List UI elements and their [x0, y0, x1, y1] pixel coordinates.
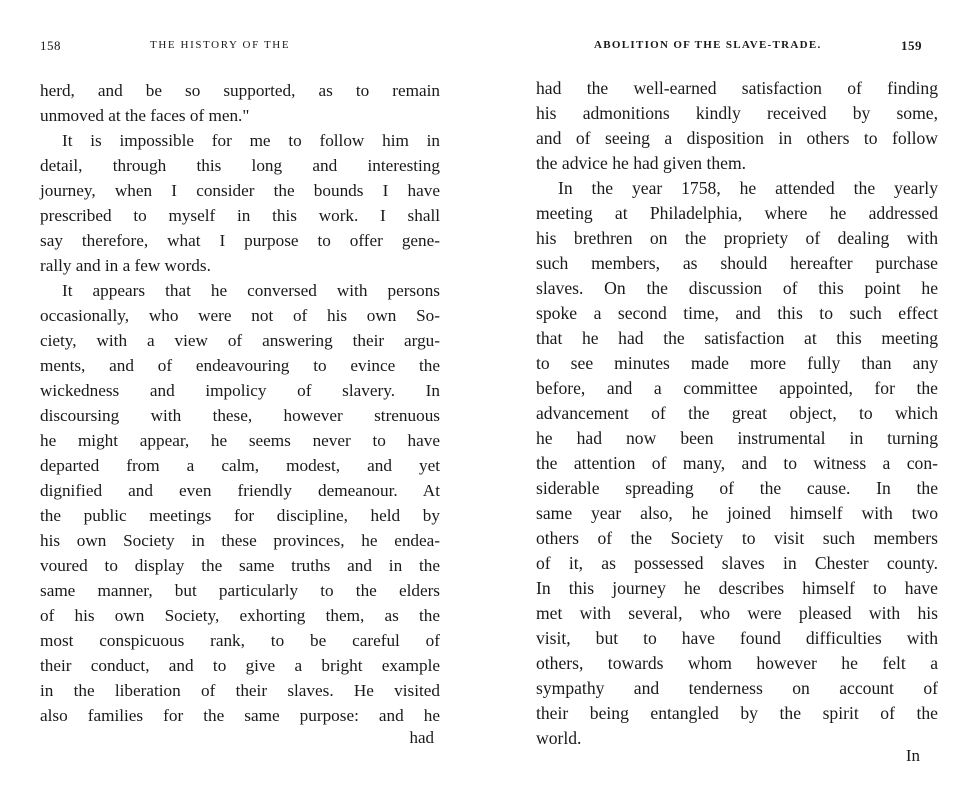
- text-line: his brethren on the propriety of dealing with: [536, 228, 938, 248]
- left-catchword: had: [409, 728, 434, 747]
- text-line: met with several, who were pleased with his: [536, 603, 938, 623]
- text-line: ments, and of endeavouring to evince the: [40, 356, 440, 375]
- text-line: that he had the satisfaction at this meeting: [536, 328, 938, 348]
- text-line: the public meetings for discipline, held by: [40, 506, 440, 525]
- text-line: In this journey he describes himself to have: [536, 578, 938, 598]
- text-line: meeting at Philadelphia, where he addressed: [536, 203, 938, 223]
- text-line: spoke a second time, and this to such effect: [536, 303, 938, 323]
- text-line: the attention of many, and to witness a con-: [536, 453, 938, 473]
- text-line: before, and a committee appointed, for the: [536, 378, 938, 398]
- text-line: departed from a calm, modest, and yet: [40, 456, 440, 475]
- text-line: of it, as possessed slaves in Chester county.: [536, 553, 938, 573]
- left-running-head: [40, 38, 440, 58]
- text-line: wickedness and impolicy of slavery. In: [40, 381, 440, 400]
- text-line: detail, through this long and interesting: [40, 156, 440, 175]
- text-line: rally and in a few words.: [40, 256, 211, 275]
- text-line: say therefore, what I purpose to offer gene-: [40, 231, 440, 250]
- text-line: to see minutes made more fully than any: [536, 353, 938, 373]
- text-line: others of the Society to visit such members: [536, 528, 938, 548]
- text-line: others, towards whom however he felt a: [536, 653, 938, 673]
- text-line: same manner, but particularly to the elders: [40, 581, 440, 600]
- text-line: discoursing with these, however strenuous: [40, 406, 440, 425]
- left-page-number: 158: [40, 38, 61, 53]
- text-line: he might appear, he seems never to have: [40, 431, 440, 450]
- right-page: [536, 0, 938, 786]
- text-line: in the liberation of their slaves. He visited: [40, 681, 440, 700]
- text-line: prescribed to myself in this work. I shall: [40, 206, 440, 225]
- right-body-text: [536, 76, 938, 751]
- text-line: advancement of the great object, to which: [536, 403, 938, 423]
- left-page: [40, 0, 440, 786]
- text-line: his own Society in these provinces, he endea-: [40, 531, 440, 550]
- text-line: his admonitions kindly received by some,: [536, 103, 938, 123]
- text-line: also families for the same purpose: and he: [40, 706, 440, 725]
- text-line: voured to display the same truths and in the: [40, 556, 440, 575]
- text-line: the advice he had given them.: [536, 153, 747, 173]
- text-line: In the year 1758, he attended the yearly: [558, 178, 938, 198]
- left-body-text: [40, 78, 440, 728]
- text-line: most conspicuous rank, to be careful of: [40, 631, 440, 650]
- right-running-head: [536, 38, 938, 58]
- text-line: and of seeing a disposition in others to follow: [536, 128, 938, 148]
- text-line: same year also, he joined himself with two: [536, 503, 938, 523]
- text-line: occasionally, who were not of his own So-: [40, 306, 440, 325]
- text-line: world.: [536, 728, 582, 748]
- text-line: It is impossible for me to follow him in: [62, 131, 440, 150]
- right-page-number: 159: [901, 38, 922, 53]
- right-catchword: In: [905, 746, 920, 765]
- right-running-title: ABOLITION OF THE SLAVE-TRADE.: [594, 39, 822, 51]
- text-line: journey, when I consider the bounds I have: [40, 181, 440, 200]
- text-line: their conduct, and to give a bright example: [40, 656, 440, 675]
- text-line: such members, as should hereafter purchase: [536, 253, 938, 273]
- text-line: dignified and even friendly demeanour. At: [40, 481, 440, 500]
- text-line: unmoved at the faces of men.": [40, 106, 250, 125]
- text-line: he had now been instrumental in turning: [536, 428, 938, 448]
- text-line: ciety, with a view of answering their argu-: [40, 331, 440, 350]
- text-line: It appears that he conversed with persons: [62, 281, 440, 300]
- text-line: visit, but to have found difficulties with: [536, 628, 938, 648]
- text-line: their being entangled by the spirit of the: [536, 703, 938, 723]
- text-line: sympathy and tenderness on account of: [536, 678, 938, 698]
- text-line: had the well-earned satisfaction of finding: [536, 78, 938, 98]
- text-line: herd, and be so supported, as to remain: [40, 81, 440, 100]
- text-line: siderable spreading of the cause. In the: [536, 478, 938, 498]
- text-line: slaves. On the discussion of this point he: [536, 278, 938, 298]
- left-running-title: THE HISTORY OF THE: [150, 39, 291, 51]
- text-line: of his own Society, exhorting them, as the: [40, 606, 440, 625]
